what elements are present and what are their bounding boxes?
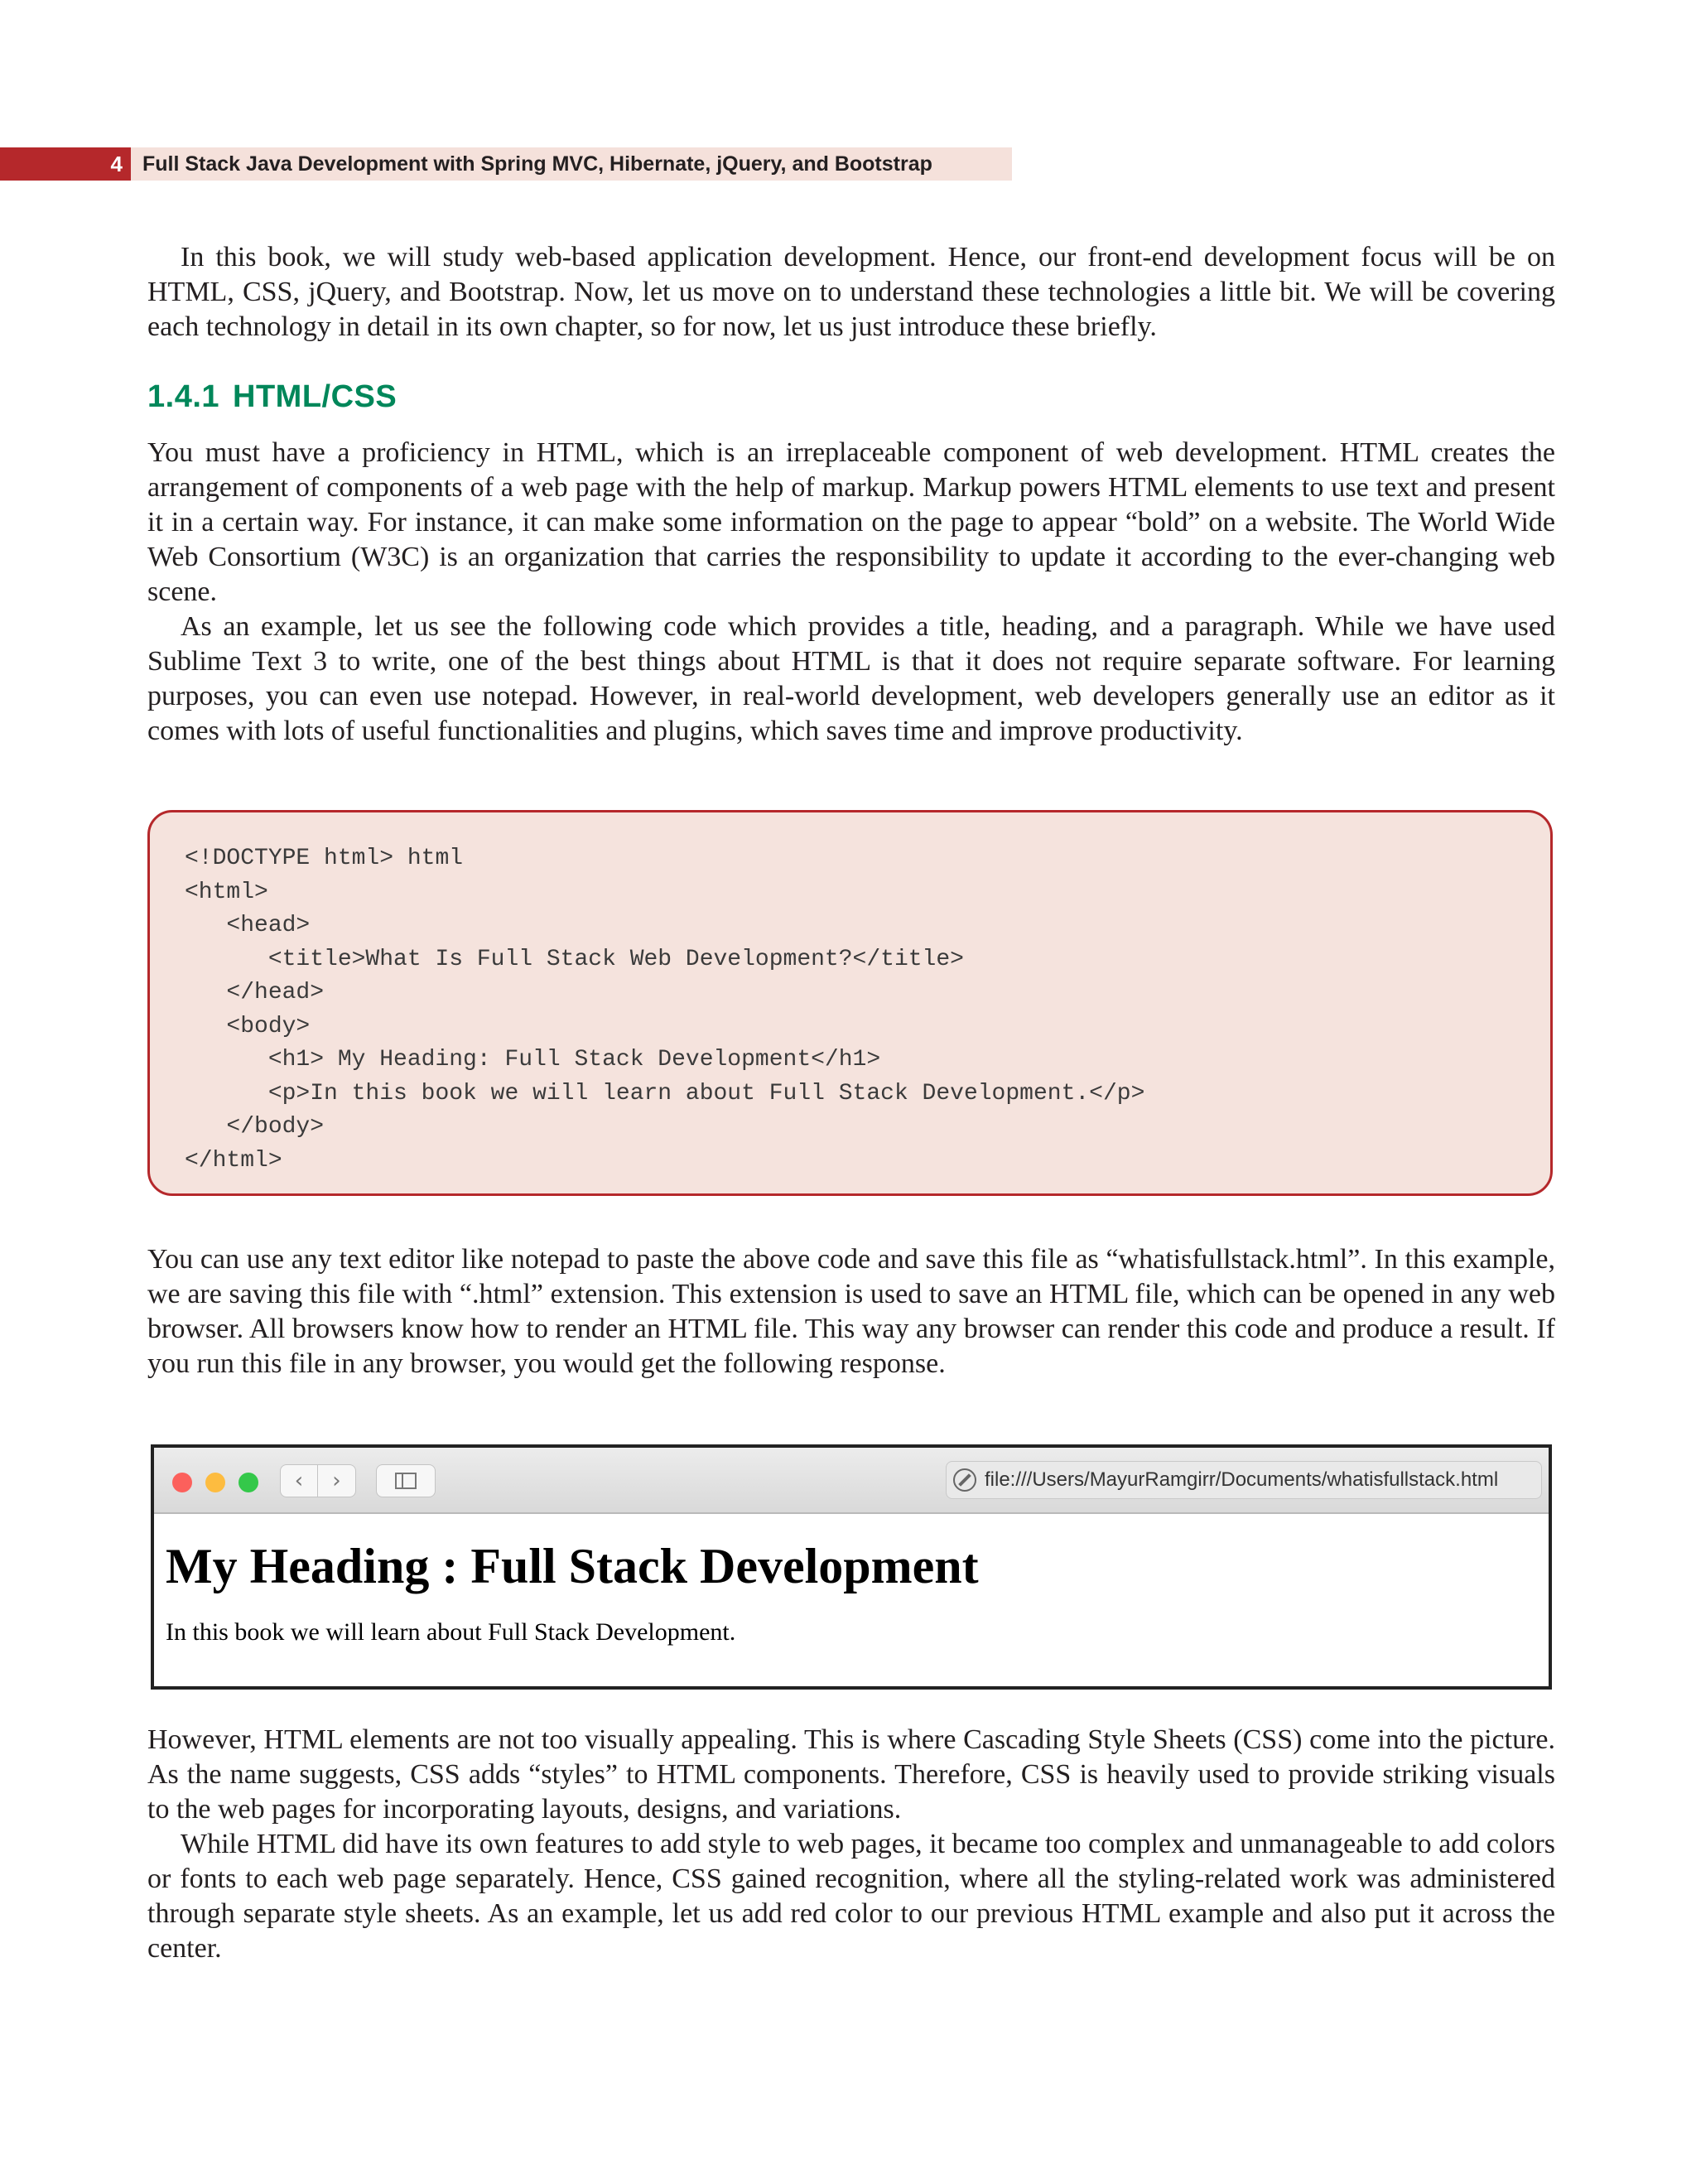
code-line: <html> bbox=[185, 879, 268, 905]
page-number: 4 bbox=[110, 151, 123, 176]
address-bar[interactable] bbox=[946, 1461, 1542, 1499]
paragraph: However, HTML elements are not too visually appealing. This is where Cascading Style Sheets (CSS) come into the picture. As the name suggests, CSS adds “styles” to HTML components. Therefore, CSS is heavily used to provide striking visuals to the web pages for incorporating layouts, designs, and variations. bbox=[147, 1724, 1555, 1825]
browser-toolbar bbox=[154, 1448, 1549, 1514]
intro-paragraph: In this book, we will study web-based application development. Hence, our front-end development focus will be on HTML, CSS, jQuery, and Bootstrap. Now, let us move on to understand these technologies a little bit. We will be covering each technology in detail in its own chapter, so for now, let us just introduce these briefly. bbox=[147, 242, 1555, 342]
page-number-tab bbox=[0, 147, 131, 181]
book-title: Full Stack Java Development with Spring MVC, Hibernate, jQuery, and Bootstrap bbox=[142, 152, 932, 176]
compass-icon bbox=[953, 1468, 976, 1492]
code-line: <!DOCTYPE html> html bbox=[185, 846, 464, 871]
close-window-icon[interactable] bbox=[172, 1473, 192, 1492]
paragraph: While HTML did have its own features to add style to web pages, it became too complex and unmanageable to add colors or fonts to each web page separately. Hence, CSS gained recognition, where all the styling-related work was administered through separate style sheets. As an example, let us add red color to our previous HTML example and also put it across the center. bbox=[147, 1829, 1555, 1964]
body-after-code bbox=[147, 1242, 1555, 1381]
browser-screenshot bbox=[151, 1444, 1552, 1690]
chevron-right-icon: › bbox=[332, 1468, 341, 1493]
body-before-code bbox=[147, 436, 1555, 749]
browser-page bbox=[154, 1514, 1549, 1646]
sidebar-button[interactable] bbox=[376, 1464, 436, 1497]
address-text: file:///Users/MayurRamgirr/Documents/whatisfullstack.html bbox=[985, 1468, 1499, 1491]
header-band bbox=[131, 147, 1012, 181]
back-button[interactable] bbox=[280, 1464, 318, 1497]
code-line: </html> bbox=[185, 1147, 282, 1174]
zoom-window-icon[interactable] bbox=[238, 1473, 258, 1492]
closing-block bbox=[147, 1723, 1555, 1966]
paragraph: You can use any text editor like notepad to paste the above code and save this file as “whatisfullstack.html”. In this example, we are saving this file with “.html” extension. This extension is used to save an HTML file, which can be opened in any web browser. All browsers know how to render an HTML file. This way any browser can render this code and produce a result. If you run this file in any browser, you would get the following response. bbox=[147, 1244, 1555, 1379]
minimize-window-icon[interactable] bbox=[205, 1473, 225, 1492]
code-line: <body> bbox=[185, 1013, 311, 1039]
running-header bbox=[0, 147, 1012, 181]
chevron-left-icon: ‹ bbox=[294, 1468, 304, 1493]
section-title: HTML/CSS bbox=[233, 379, 398, 414]
paragraph: You must have a proficiency in HTML, which is an irreplaceable component of web development. HTML creates the arrangement of components of a web page with the help of markup. Markup powers HTML elements to use text and present it in a certain way. For instance, it can make some information on the page to appear “bold” on a website. The World Wide Web Consortium (W3C) is an organization that carries the responsibility to update it according to the ever-changing web scene. bbox=[147, 437, 1555, 607]
code-line: </body> bbox=[185, 1114, 325, 1140]
code-line: <h1> My Heading: Full Stack Development</h1> bbox=[185, 1047, 881, 1073]
section-number: 1.4.1 bbox=[147, 379, 220, 414]
code-listing bbox=[147, 810, 1553, 1196]
sidebar-icon bbox=[395, 1473, 417, 1489]
code-line: <p>In this book we will learn about Full Stack Development.</p> bbox=[185, 1080, 1145, 1106]
nav-buttons bbox=[280, 1464, 356, 1497]
code-line: </head> bbox=[185, 980, 325, 1005]
page-heading: My Heading : Full Stack Development bbox=[166, 1539, 979, 1593]
paragraph: As an example, let us see the following code which provides a title, heading, and a paragraph. While we have used Sublime Text 3 to write, one of the best things about HTML is that it does not require separate software. For learning purposes, you can even use notepad. However, in real-world development, web developers generally use an editor as it comes with lots of useful functionalities and plugins, which saves time and improve productivity. bbox=[147, 611, 1555, 746]
code-line: <head> bbox=[185, 913, 311, 938]
forward-button[interactable] bbox=[318, 1464, 356, 1497]
intro-block bbox=[147, 240, 1555, 345]
code-line: <title>What Is Full Stack Web Development?</title> bbox=[185, 946, 964, 972]
section-heading bbox=[147, 379, 397, 415]
page-text: In this book we will learn about Full Stack Development. bbox=[166, 1618, 736, 1646]
